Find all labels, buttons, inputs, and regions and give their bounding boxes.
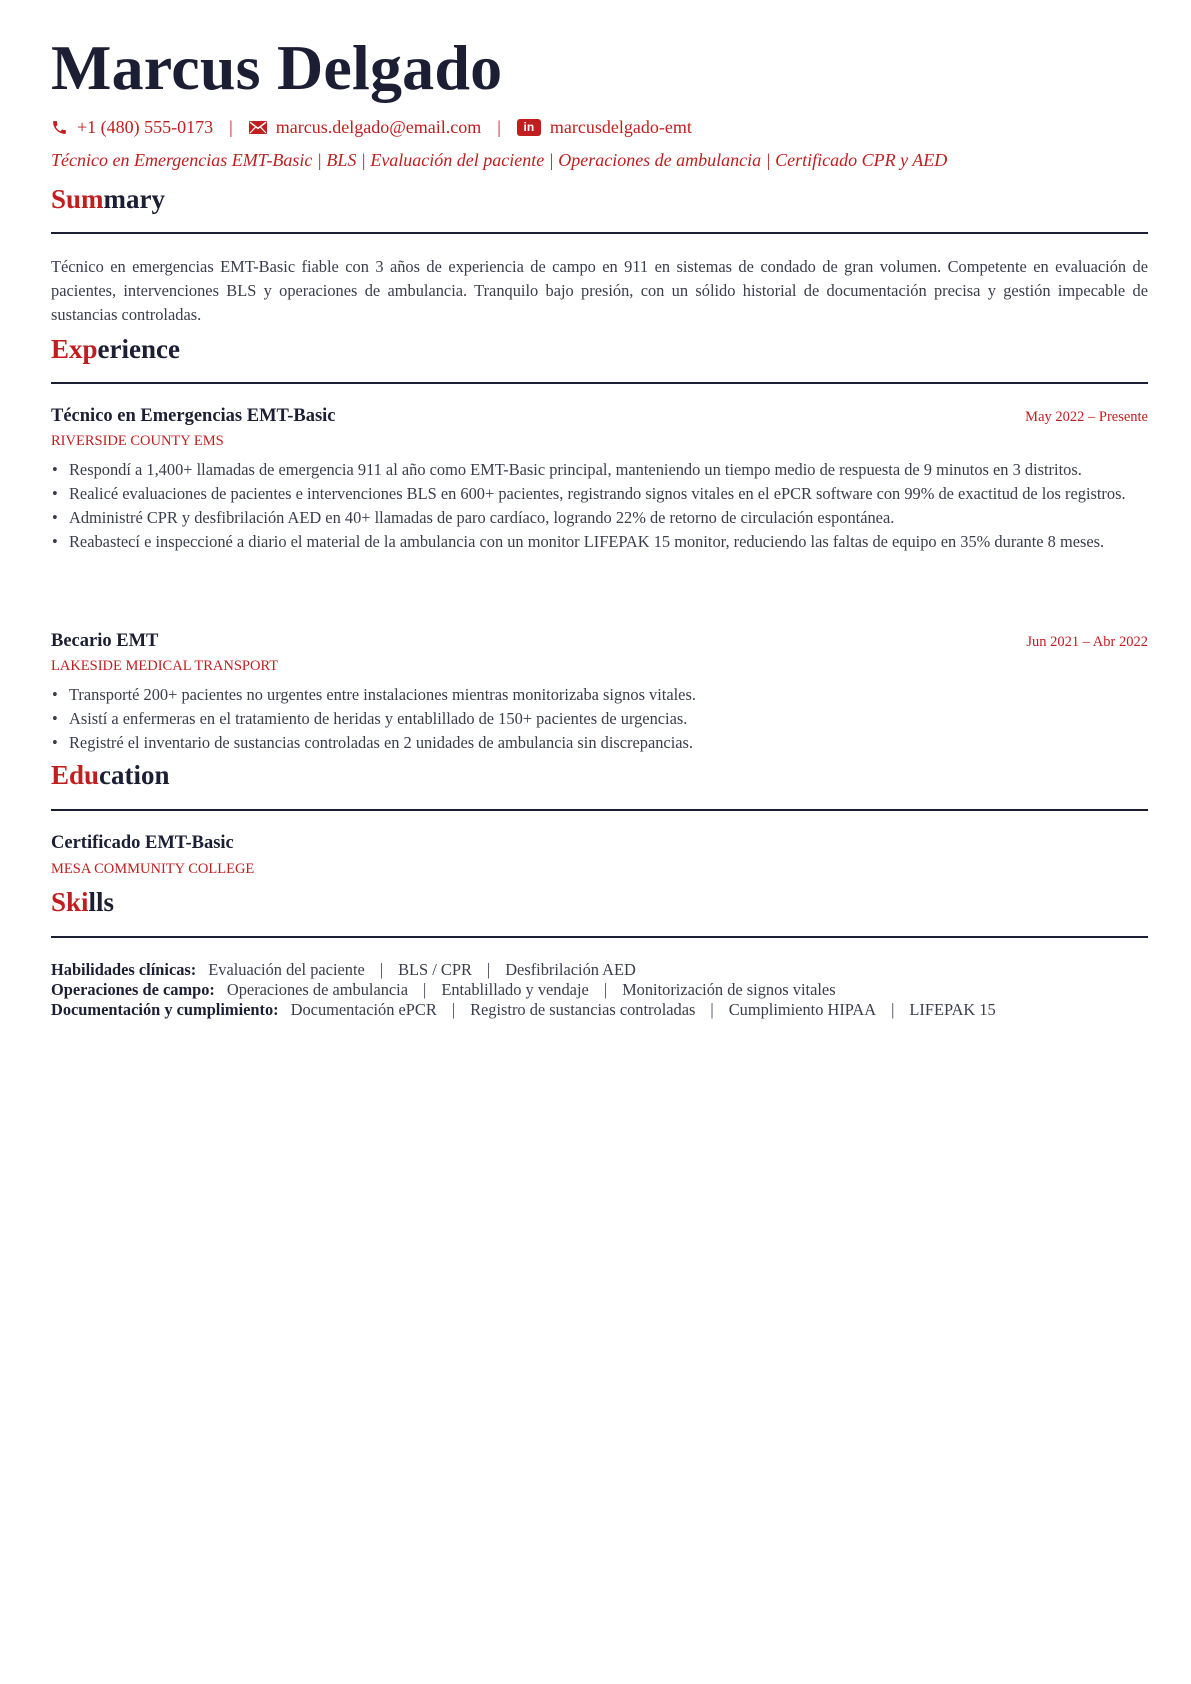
education-section-heading bbox=[51, 762, 1148, 789]
email-item[interactable] bbox=[249, 117, 482, 138]
job-bullet: • Asistí a enfermeras en el tratamiento de heridas y entablillado de 150+ pacientes de urgencias. bbox=[51, 707, 1148, 731]
section-title bbox=[51, 762, 1148, 789]
job-bullet: • Reabastecí e inspeccioné a diario el material de la ambulancia con un monitor LIFEPAK 15 monitor, reduciendo las faltas de equipo en 35% durante 8 meses. bbox=[51, 530, 1148, 554]
job-bullet: • Respondí a 1,400+ llamadas de emergencia 911 al año como EMT-Basic principal, manteniendo un tiempo medio de respuesta de 9 minutos en 3 distritos. bbox=[51, 458, 1148, 482]
contact-separator: | bbox=[229, 116, 233, 137]
section-title-accent: Ski bbox=[51, 887, 89, 917]
skill-item: Registro de sustancias controladas bbox=[470, 1000, 696, 1019]
job-title: Becario EMT bbox=[51, 631, 159, 651]
section-title-rest: cation bbox=[99, 760, 170, 790]
job-bullet: • Transporté 200+ pacientes no urgentes entre instalaciones mientras monitorizaba signos vitales. bbox=[51, 683, 1148, 707]
section-title-rest: erience bbox=[97, 334, 180, 364]
contact-bar bbox=[51, 114, 692, 140]
skill-item: Cumplimiento HIPAA bbox=[728, 1000, 877, 1019]
section-title bbox=[51, 336, 1148, 363]
skill-separator: | bbox=[891, 1000, 895, 1019]
job-dates: May 2022 – Presente bbox=[1025, 409, 1148, 425]
job-bullet: • Registré el inventario de sustancias controladas en 2 unidades de ambulancia sin discrepancias. bbox=[51, 731, 1148, 755]
phone-item[interactable] bbox=[51, 117, 213, 138]
resume-page bbox=[51, 32, 1148, 1019]
skill-item: Monitorización de signos vitales bbox=[622, 980, 836, 999]
contact-separator: | bbox=[497, 116, 501, 137]
skill-row-label: Operaciones de campo: bbox=[51, 980, 215, 999]
section-title-rest: mary bbox=[103, 184, 166, 214]
skill-item: BLS / CPR bbox=[398, 960, 472, 979]
skill-separator: | bbox=[603, 980, 608, 999]
skill-item: Documentación ePCR bbox=[290, 1000, 437, 1019]
job-bullets bbox=[51, 458, 1148, 554]
job-bullets bbox=[51, 683, 1148, 755]
job-organization: RIVERSIDE COUNTY EMS bbox=[51, 433, 224, 449]
headline-tagline: Técnico en Emergencias EMT-Basic | BLS | Evaluación del paciente | Operaciones de ambulancia | Certificado CPR y AED bbox=[51, 150, 948, 170]
section-divider bbox=[51, 232, 1148, 234]
job-dates: Jun 2021 – Abr 2022 bbox=[1026, 634, 1148, 650]
section-title-accent: Edu bbox=[51, 760, 100, 790]
email-text: marcus.delgado@email.com bbox=[275, 116, 482, 137]
job-organization: LAKESIDE MEDICAL TRANSPORT bbox=[51, 658, 279, 674]
section-title-accent: Exp bbox=[51, 334, 98, 364]
experience-section-heading bbox=[51, 336, 1148, 363]
skill-row-clinical bbox=[51, 960, 636, 980]
section-divider bbox=[51, 936, 1148, 938]
job-bullet: • Administré CPR y desfibrilación AED en 40+ llamadas de paro cardíaco, logrando 22% de retorno de circulación espontánea. bbox=[51, 506, 1148, 530]
summary-text: Técnico en emergencias EMT-Basic fiable con 3 años de experiencia de campo en 911 en sistemas de condado de gran volumen. Competente en evaluación de pacientes, intervenciones BLS y operaciones de ambulancia. Tranquilo bajo presión, con un sólido historial de documentación precisa y gestión impecable de sustancias controladas. bbox=[51, 257, 1148, 324]
section-title bbox=[51, 186, 1148, 213]
skill-separator: | bbox=[451, 1000, 456, 1019]
first-name: Marcus bbox=[51, 32, 261, 103]
section-title-rest: lls bbox=[88, 887, 115, 917]
skill-item: LIFEPAK 15 bbox=[909, 1000, 996, 1019]
phone-icon bbox=[51, 119, 68, 136]
linkedin-item[interactable] bbox=[517, 117, 692, 138]
skill-separator: | bbox=[710, 1000, 714, 1019]
linkedin-text: marcusdelgado-emt bbox=[549, 116, 692, 137]
skill-separator: | bbox=[379, 960, 384, 979]
envelope-icon bbox=[249, 121, 267, 134]
candidate-name bbox=[51, 32, 1148, 104]
section-title bbox=[51, 889, 1148, 916]
skill-separator: | bbox=[486, 960, 491, 979]
section-divider bbox=[51, 382, 1148, 384]
phone-text: +1 (480) 555-0173 bbox=[77, 116, 214, 137]
section-title-accent: Sum bbox=[51, 184, 104, 214]
skills-section-heading bbox=[51, 889, 1148, 916]
skill-row-label: Documentación y cumplimiento: bbox=[51, 1000, 279, 1019]
degree-title: Certificado EMT-Basic bbox=[51, 833, 234, 853]
school-name: MESA COMMUNITY COLLEGE bbox=[51, 861, 255, 877]
skill-row-documentation bbox=[51, 1000, 996, 1020]
skill-item: Evaluación del paciente bbox=[208, 960, 365, 979]
skill-row-label: Habilidades clínicas: bbox=[51, 960, 197, 979]
last-name: Delgado bbox=[276, 32, 503, 103]
skill-separator: | bbox=[423, 980, 427, 999]
skill-item: Operaciones de ambulancia bbox=[226, 980, 409, 999]
summary-section-heading bbox=[51, 186, 1148, 213]
skill-row-field-operations bbox=[51, 980, 836, 1000]
section-divider bbox=[51, 809, 1148, 811]
job-title: Técnico en Emergencias EMT-Basic bbox=[51, 406, 336, 426]
linkedin-icon: in bbox=[517, 119, 541, 136]
job-bullet: • Realicé evaluaciones de pacientes e intervenciones BLS en 600+ pacientes, registrando signos vitales en el ePCR software con 99% de exactitud de los registros. bbox=[51, 482, 1148, 506]
skill-item: Desfibrilación AED bbox=[505, 960, 636, 979]
skill-item: Entablillado y vendaje bbox=[441, 980, 589, 999]
